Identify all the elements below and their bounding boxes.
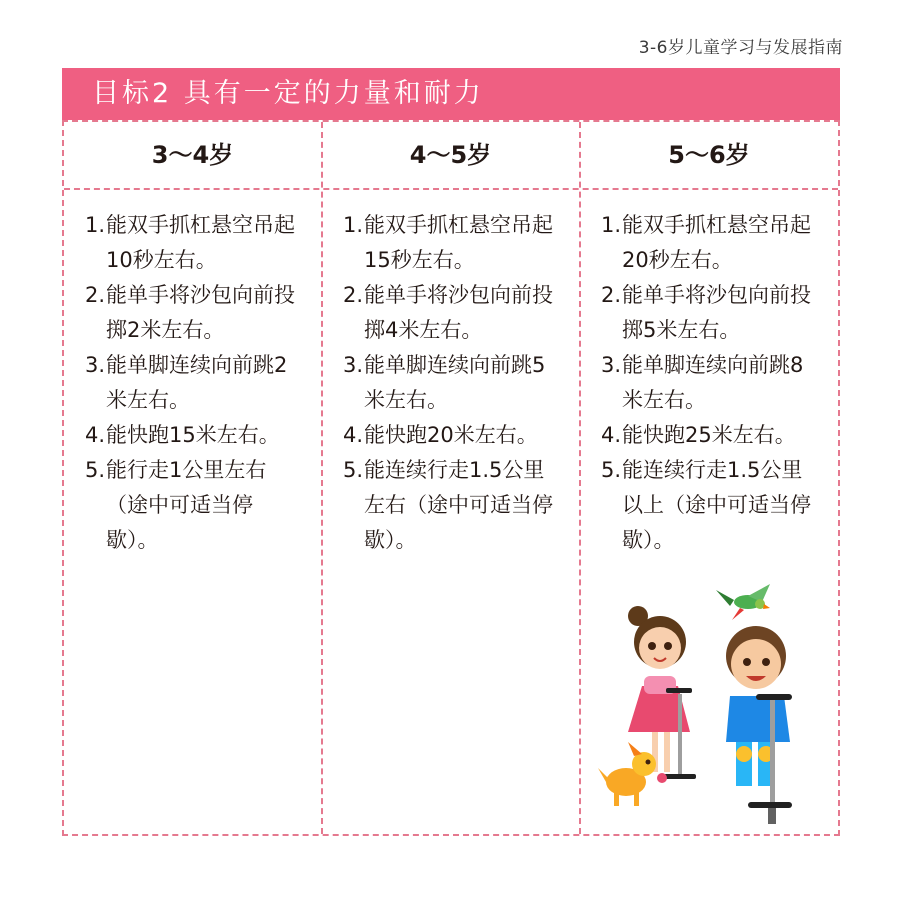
- item-number: 3.: [601, 353, 622, 377]
- children-pogo-illustration: [598, 582, 838, 827]
- list-item: [343, 278, 563, 348]
- boy-icon: [726, 626, 792, 824]
- goal-title: 目标2 具有一定的力量和耐力: [92, 78, 484, 109]
- item-number: 2.: [601, 283, 622, 307]
- item-number: 4.: [85, 423, 106, 447]
- dog-icon: [598, 742, 656, 806]
- item-number: 1.: [85, 213, 106, 237]
- list-item: [343, 418, 563, 453]
- item-text: 能行走1公里左右（途中可适当停歇）。: [106, 458, 267, 552]
- item-text: 能双手抓杠悬空吊起15秒左右。: [364, 213, 553, 272]
- header-divider: [64, 188, 838, 190]
- list-item: [85, 208, 305, 278]
- item-text: 能快跑25米左右。: [622, 423, 796, 447]
- goal-banner: [62, 68, 840, 120]
- column-4-5: [343, 208, 563, 558]
- item-number: 1.: [343, 213, 364, 237]
- item-text: 能单手将沙包向前投掷5米左右。: [622, 283, 811, 342]
- list-item: [601, 418, 821, 453]
- list-item: [601, 348, 821, 418]
- list-item: [343, 348, 563, 418]
- list-item: [601, 208, 821, 278]
- list-item: [343, 208, 563, 278]
- item-number: 2.: [343, 283, 364, 307]
- item-text: 能单脚连续向前跳2米左右。: [106, 353, 288, 412]
- column-5-6: [601, 208, 821, 558]
- item-text: 能单脚连续向前跳5米左右。: [364, 353, 546, 412]
- item-text: 能单手将沙包向前投掷4米左右。: [364, 283, 553, 342]
- list-item: [343, 453, 563, 558]
- list-item: [85, 418, 305, 453]
- item-number: 4.: [343, 423, 364, 447]
- column-divider: [321, 122, 323, 834]
- item-number: 3.: [85, 353, 106, 377]
- item-number: 1.: [601, 213, 622, 237]
- age-header-5-6: 5～6岁: [668, 141, 750, 169]
- item-text: 能快跑20米左右。: [364, 423, 538, 447]
- parrot-icon: [716, 584, 770, 620]
- item-number: 3.: [343, 353, 364, 377]
- item-number: 5.: [601, 458, 622, 482]
- list-item: [601, 278, 821, 348]
- item-text: 能单脚连续向前跳8米左右。: [622, 353, 804, 412]
- column-divider: [579, 122, 581, 834]
- item-number: 2.: [85, 283, 106, 307]
- item-number: 4.: [601, 423, 622, 447]
- age-header-3-4: 3～4岁: [151, 141, 234, 169]
- list-item: [85, 278, 305, 348]
- item-text: 能双手抓杠悬空吊起10秒左右。: [106, 213, 295, 272]
- list-item: [85, 348, 305, 418]
- item-number: 5.: [343, 458, 364, 482]
- item-text: 能快跑15米左右。: [106, 423, 280, 447]
- list-item: [601, 453, 821, 558]
- item-text: 能连续行走1.5公里左右（途中可适当停歇）。: [364, 458, 553, 552]
- age-header-4-5: 4～5岁: [409, 141, 492, 169]
- item-text: 能双手抓杠悬空吊起20秒左右。: [622, 213, 811, 272]
- column-3-4: [85, 208, 305, 558]
- item-text: 能连续行走1.5公里以上（途中可适当停歇）。: [622, 458, 811, 552]
- list-item: [85, 453, 305, 558]
- running-head: 3-6岁儿童学习与发展指南: [638, 38, 843, 58]
- item-text: 能单手将沙包向前投掷2米左右。: [106, 283, 295, 342]
- item-number: 5.: [85, 458, 106, 482]
